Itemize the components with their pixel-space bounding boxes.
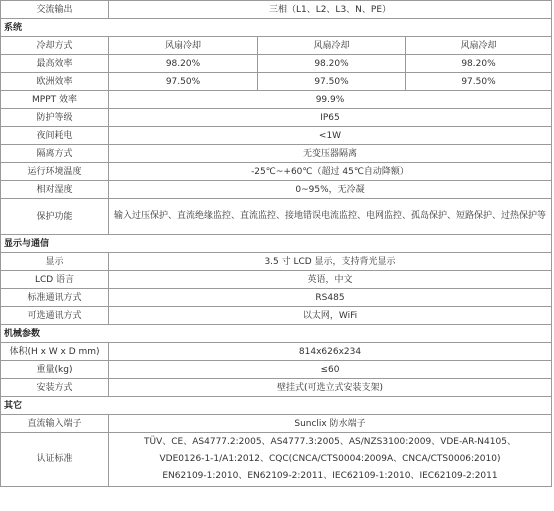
table-row [1, 253, 552, 271]
row-label: 隔离方式 [1, 145, 109, 163]
row-label: LCD 语言 [1, 271, 109, 289]
row-label: 最高效率 [1, 55, 109, 73]
section-row [1, 325, 552, 343]
cert-line: EN62109-1:2010、EN62109-2:2011、IEC62109-1:2010、IEC62109-2:2011 [162, 471, 498, 481]
row-label: 标准通讯方式 [1, 289, 109, 307]
row-value: <1W [109, 127, 552, 145]
row-value: -25℃~+60℃（超过 45℃自动降额） [109, 163, 552, 181]
row-label: 运行环境温度 [1, 163, 109, 181]
row-value: 无变压器隔离 [109, 145, 552, 163]
table-row [1, 1, 552, 19]
table-row [1, 127, 552, 145]
row-value: ≤60 [109, 361, 552, 379]
row-value: 97.50% [258, 73, 406, 91]
table-row [1, 181, 552, 199]
row-label: 交流输出 [1, 1, 109, 19]
table-row [1, 361, 552, 379]
row-value: 99.9% [109, 91, 552, 109]
row-value: 壁挂式(可选立式安装支架) [109, 379, 552, 397]
row-label: 相对湿度 [1, 181, 109, 199]
row-value: 三相（L1、L2、L3、N、PE） [109, 1, 552, 19]
table-row [1, 145, 552, 163]
row-label: 冷却方式 [1, 37, 109, 55]
cert-line: VDE0126-1-1/A1:2012、CQC(CNCA/CTS0004:2009A、CNCA/CTS0006:2010) [159, 454, 501, 464]
table-row [1, 37, 552, 55]
row-label: 可选通讯方式 [1, 307, 109, 325]
table-row [1, 271, 552, 289]
row-value: 3.5 寸 LCD 显示，支持背光显示 [109, 253, 552, 271]
table-row [1, 163, 552, 181]
row-label: 夜间耗电 [1, 127, 109, 145]
row-value: Sunclix 防水端子 [109, 415, 552, 433]
row-value: 97.50% [406, 73, 552, 91]
row-value: IP65 [109, 109, 552, 127]
row-label: 直流输入端子 [1, 415, 109, 433]
row-value: 98.20% [258, 55, 406, 73]
section-title-other: 其它 [1, 397, 552, 415]
table-row [1, 55, 552, 73]
section-title-mechanical: 机械参数 [1, 325, 552, 343]
section-title-system: 系统 [1, 19, 552, 37]
row-label: 重量(kg) [1, 361, 109, 379]
row-value: 98.20% [406, 55, 552, 73]
table-row [1, 109, 552, 127]
table-row [1, 91, 552, 109]
row-value: 97.50% [109, 73, 258, 91]
table-row [1, 379, 552, 397]
table-row [1, 73, 552, 91]
row-value: RS485 [109, 289, 552, 307]
row-value: 风扇冷却 [258, 37, 406, 55]
row-label: MPPT 效率 [1, 91, 109, 109]
section-title-display: 显示与通信 [1, 235, 552, 253]
row-value: 风扇冷却 [109, 37, 258, 55]
row-value: 98.20% [109, 55, 258, 73]
section-row [1, 235, 552, 253]
table-row [1, 199, 552, 235]
table-row [1, 343, 552, 361]
row-value: 英语，中文 [109, 271, 552, 289]
row-label: 显示 [1, 253, 109, 271]
cert-line: TÜV、CE、AS4777.2:2005、AS4777.3:2005、AS/NZS3100:2009、VDE-AR-N4105、 [144, 437, 516, 447]
row-label: 保护功能 [1, 199, 109, 235]
row-value: 以太网，WiFi [109, 307, 552, 325]
row-value: 814x626x234 [109, 343, 552, 361]
row-label: 体积(H x W x D mm) [1, 343, 109, 361]
row-value: 输入过压保护、直流绝缘监控、直流监控、接地错误电流监控、电网监控、孤岛保护、短路保护、过热保护等 [109, 199, 552, 235]
table-row [1, 433, 552, 487]
table-row [1, 307, 552, 325]
row-label: 欧洲效率 [1, 73, 109, 91]
section-row [1, 397, 552, 415]
row-value: 0~95%，无冷凝 [109, 181, 552, 199]
row-label: 安装方式 [1, 379, 109, 397]
section-row [1, 19, 552, 37]
row-label: 防护等级 [1, 109, 109, 127]
certification-cell [109, 433, 552, 487]
row-label: 认证标准 [1, 433, 109, 487]
table-row [1, 289, 552, 307]
table-row [1, 415, 552, 433]
row-value: 风扇冷却 [406, 37, 552, 55]
